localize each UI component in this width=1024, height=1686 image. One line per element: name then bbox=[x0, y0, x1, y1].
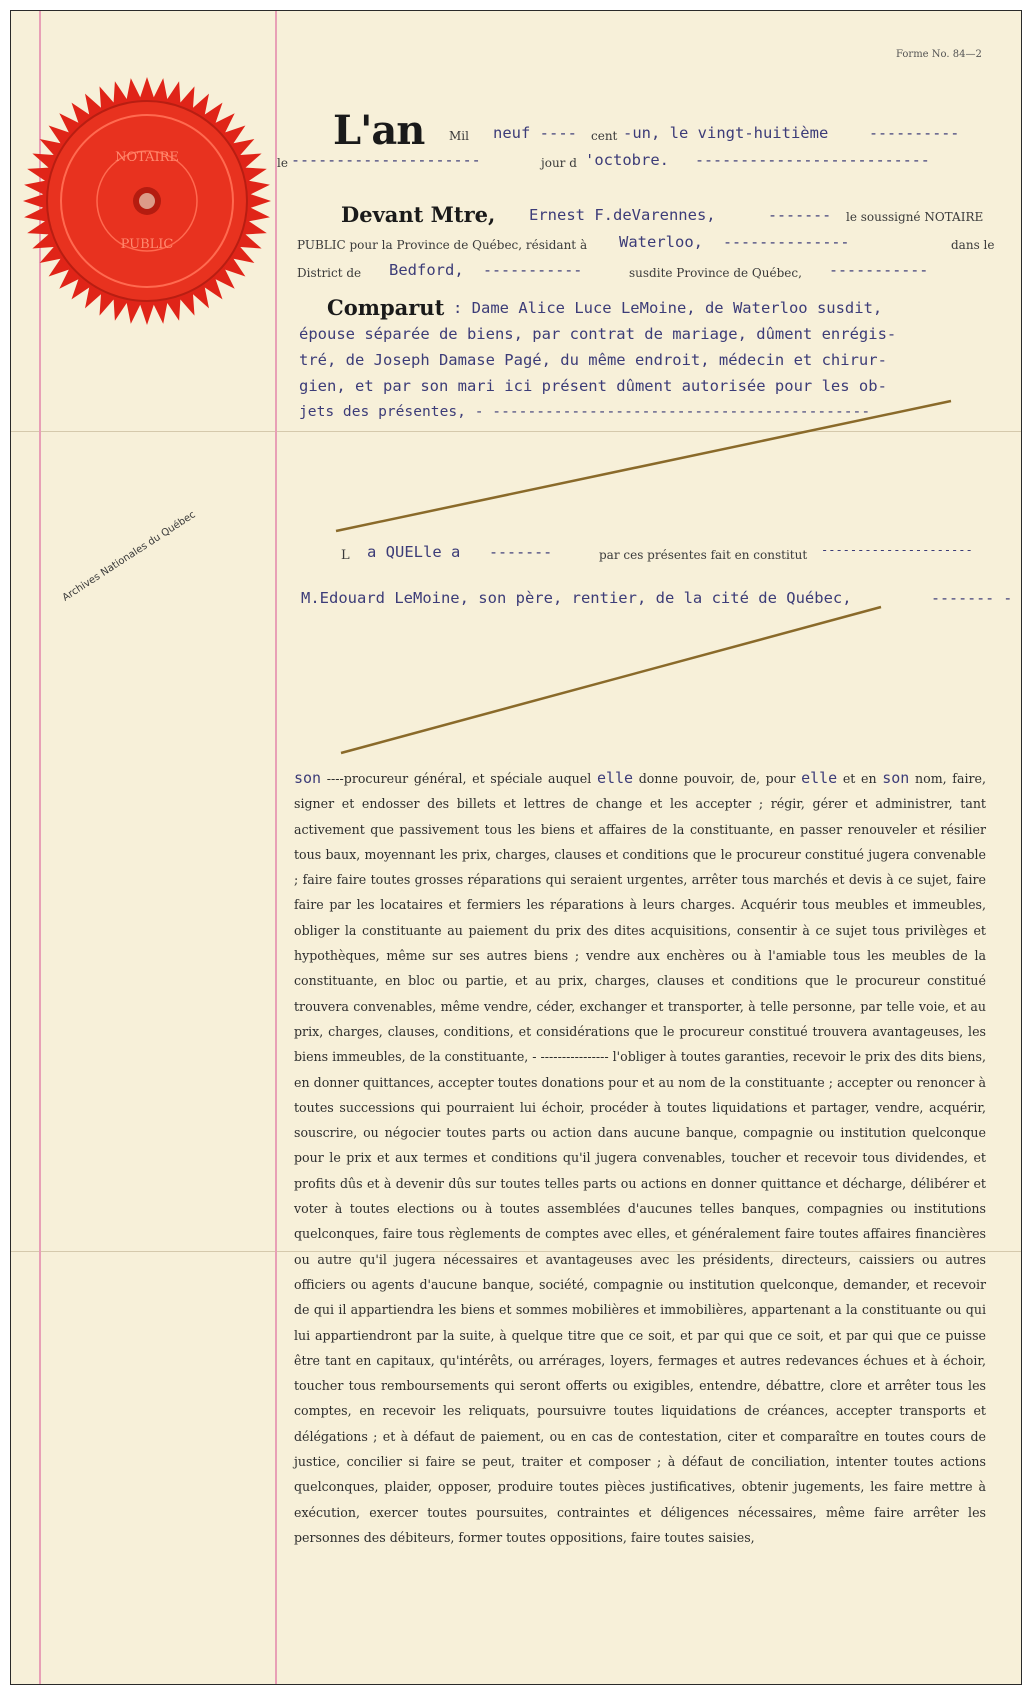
cancellation-strokes bbox=[11, 11, 1022, 791]
cent-label: cent bbox=[591, 129, 618, 143]
procuration-part-2: donne bbox=[638, 771, 679, 786]
notary-dashes: ------- bbox=[768, 206, 832, 224]
neuf-typed: neuf ---- bbox=[493, 124, 577, 142]
l-label: L bbox=[341, 548, 350, 563]
form-number: Forme No. 84—2 bbox=[896, 49, 982, 60]
jour-label: jour d bbox=[541, 156, 577, 170]
svg-text:NOTAIRE: NOTAIRE bbox=[115, 150, 179, 165]
svg-text:PUBLIC: PUBLIC bbox=[120, 237, 174, 252]
strike-line-2 bbox=[341, 607, 881, 753]
procuration-part-1: ----procureur général, et spéciale auquel bbox=[326, 771, 592, 786]
waterloo-dashes: -------------- bbox=[723, 233, 850, 251]
constitut-dashes: --------------------- bbox=[821, 543, 973, 557]
comparut-line-1: : Dame Alice Luce LeMoine, de Waterloo susdit, bbox=[453, 299, 883, 317]
comparut-line-5: jets des présentes, - ------------------------------------------- bbox=[299, 403, 871, 420]
le-dashes: --------------------- bbox=[291, 151, 481, 169]
procuration-part-3: pouvoir, de, pour bbox=[683, 771, 796, 786]
son-typed-1: son bbox=[294, 769, 322, 787]
public-label: PUBLIC pour la Province de Québec, résidant à bbox=[297, 238, 588, 252]
mandataire-typed: M.Edouard LeMoine, son père, rentier, de la cité de Québec, bbox=[301, 589, 852, 607]
strike-line-1 bbox=[336, 401, 951, 531]
waterloo-typed: Waterloo, bbox=[619, 233, 703, 251]
dans-label: dans le bbox=[951, 238, 995, 252]
laquelle-typed: a QUELle a bbox=[367, 543, 461, 561]
constitut-label: par ces présentes fait en constitut bbox=[599, 548, 808, 562]
octobre-typed: 'octobre. bbox=[585, 151, 669, 169]
susdite-label: susdite Province de Québec, bbox=[629, 266, 802, 280]
notary-name: Ernest F.deVarennes, bbox=[529, 206, 716, 224]
lan-heading: L'an bbox=[333, 107, 425, 154]
district-label: District de bbox=[297, 266, 362, 280]
date-dashes: ---------- bbox=[869, 124, 960, 142]
octobre-dashes: -------------------------- bbox=[695, 151, 930, 169]
soussigne-label: le soussigné NOTAIRE bbox=[846, 210, 984, 224]
devant-heading: Devant Mtre, bbox=[341, 202, 496, 227]
bedford-dashes: ----------- bbox=[483, 261, 583, 279]
son-typed-2: son bbox=[882, 769, 910, 787]
susdite-dashes: ----------- bbox=[829, 261, 929, 279]
document-sheet bbox=[10, 10, 1022, 1685]
archives-stamp: Archives Nationales du Québec bbox=[60, 509, 198, 604]
elle-typed-1: elle bbox=[596, 769, 634, 787]
le-label: le bbox=[277, 156, 288, 170]
comparut-heading: Comparut bbox=[327, 295, 445, 320]
comparut-line-2: épouse séparée de biens, par contrat de mariage, dûment enrégis- bbox=[299, 325, 897, 343]
bedford-typed: Bedford, bbox=[389, 261, 464, 279]
procuration-main-text: nom, faire, signer et endosser des billets et lettres de change et les accepter ; régir, gérer et administrer, tant activement que passivement tous les biens et affaires de la constituante, en passer renouveler et résilier tous baux, moyennant les prix, charges, clauses et conditions que le procureur constitué jugera convenable ; faire faire toutes grosses réparations qui seraient urgentes, arrêter tous marchés et devis à ce sujet, faire faire par les locataires et fermiers les réparations à leurs charges. Acquérir tous meubles et immeubles, obliger la constituante au paiement du prix des dites acquisitions, consentir à ce sujet tous privilèges et hypothèques, même sur ses autres biens ; vendre aux enchères ou à l'amiable tous les meubles de la constituante, en bloc ou partie, et au prix, charges, clauses et conditions que le procureur constitué trouvera convenables, même vendre, céder, exchanger et transporter, à telle personne, par telle voie, et au prix, charges, clauses, conditions, et considérations que le procureur constitué trouvera avantageuses, les biens immeubles, de la constituante, - ---------------- l'obliger à toutes garanties, recevoir le prix des dits biens, en donner quittances, accepter toutes donations pour et au nom de la constituante ; accepter ou renoncer à toutes successions qui pourraient lui échoir, procéder à toutes liquidations et partager, vendre, acquérir, souscrire, ou négocier toutes parts ou action dans aucune banque, compagnie ou institution quelconque pour le prix et aux termes et conditions qu'il jugera convenables, toucher et recevoir tous dividendes, et profits dûs et à devenir dûs sur toutes telles parts ou actions en donner quittance et décharge, délibérer et voter à toutes elections ou à toutes assemblées d'aucunes telles banques, compagnies ou institutions quelconques, faire tous règlements de comptes avec elles, et généralement faire toutes affaires financières ou autre qu'il jugera nécessaires et avantageuses avec les présidents, directeurs, caissiers ou autres officiers ou agents d'aucune banque, société, compagnie ou institution quelconque, demander, et recevoir de qui il appartiendra les biens et sommes mobilières et immobilières, appartenant a la constituante ou qui lui appartiendront par la suite, à quelque titre que ce soit, et par qui que ce soit, et par qui que ce puisse être tant en capitaux, qu'intérêts, ou arrérages, loyers, fermages et autres redevances échues et à échoir, toucher tous remboursements qui seront offerts ou exigibles, entendre, débattre, clore et arrêter tous les comptes, en recevoir les reliquats, poursuivre toutes liquidations de créances, accepter transports et délégations ; et à défaut de paiement, ou en cas de contestation, citer et comparaître en toutes cours de justice, concilier si faire se peut, traiter et composer ; à défaut de conciliation, intenter toutes actions quelconques, plaider, opposer, produire toutes pièces justificatives, obtenir jugements, les faire mettre à exécution, exercer toutes poursuites, contraintes et déligences nécessaires, même faire arrêter les personnes des débiteurs, former toutes oppositions, faire toutes saisies, bbox=[294, 771, 986, 1545]
date-typed: -un, le vingt-huitième bbox=[623, 124, 829, 142]
mandataire-dashes: ------- - bbox=[931, 589, 1013, 607]
procuration-part-4: et en bbox=[842, 771, 877, 786]
comparut-line-4: gien, et par son mari ici présent dûment autorisée pour les ob- bbox=[299, 377, 887, 395]
procuration-body bbox=[294, 766, 986, 1550]
mil-label: Mil bbox=[449, 129, 469, 143]
laquelle-dashes: ------- bbox=[489, 543, 553, 561]
elle-typed-2: elle bbox=[801, 769, 838, 787]
comparut-line-3: tré, de Joseph Damase Pagé, du même endroit, médecin et chirur- bbox=[299, 351, 887, 369]
